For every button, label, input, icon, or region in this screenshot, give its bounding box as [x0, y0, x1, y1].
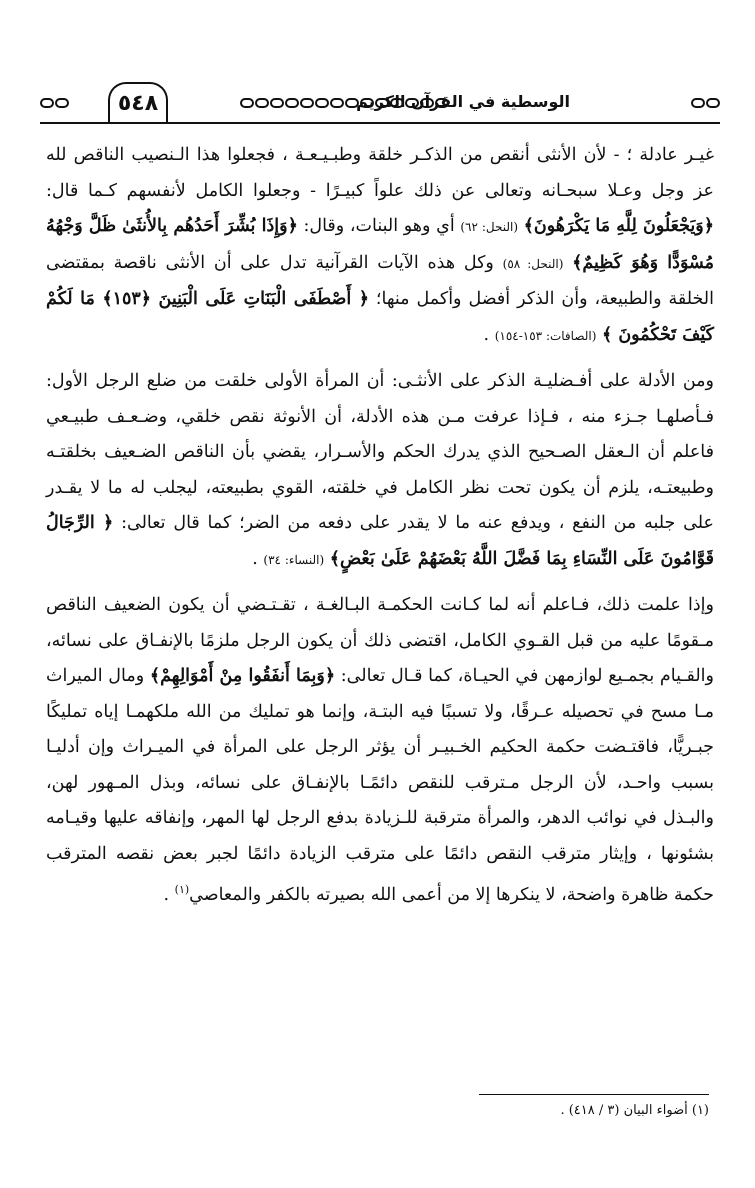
verse-reference: (النساء: ٣٤) [263, 552, 325, 567]
text-run: ومن الأدلة على أفـضليـة الذكر على الأنثـى: أن المرأة الأولى خلقت من ضلع الرجل الأول: فـأصلهـا جـزء منه ، فـإذا عرفت مـن هذه الأدلة، أن الأنوثة نقص خلقي، وضـعـف طبيـعي فاعلم أن الـعقل الصـحيح الذي يدرك الحكم والأسـرار، يقضي بأن الناقص الضـعيف بخلقتـه وطبيعتـه، يلزم أن يكون تحت نظر الكامل في خلقته، القوي بطبيعته، ليجلب له ما لا يقـدر على جلبه من النفع ، ويدفع عنه ما لا يقدر على دفعه من الضر؛ كما قال تعالى: [46, 371, 714, 533]
verse-reference: (النحل: ٦٢) [460, 220, 518, 234]
page-number: ٥٤٨ [108, 82, 168, 122]
paragraph [46, 364, 714, 578]
header-ornament-right [691, 98, 720, 110]
quran-verse: ﴿وَيَجْعَلُونَ لِلَّهِ مَا يَكْرَهُونَ﴾ [523, 216, 714, 236]
quran-verse: ﴿وَإِذَا بُشِّرَ أَحَدُهُم بِالأُنثَىٰ ظَلَّ وَجْهُهُ مُسْوَدًّا وَهُوَ كَظِيمٌ﴾ [46, 216, 714, 273]
text-run: . [483, 324, 495, 345]
header-rule [40, 122, 720, 124]
paragraph [46, 588, 714, 913]
verse-reference: (النحل: ٥٨) [502, 256, 564, 271]
running-title: الوسطية في القرآن الكريم [356, 92, 570, 111]
page-header [40, 78, 720, 128]
text-run: أي وهو البنات، وقال: [297, 216, 461, 236]
text-run [563, 253, 572, 273]
verse-reference: (الصافات: ١٥٣-١٥٤) [494, 328, 597, 343]
text-run: وإذا علمت ذلك، فـاعلم أنه لما كـانت الحكمـة البـالغـة ، تقـتـضي أن يكون الضعيف الناقص مـقومًا عليه من قبل القـوي الكامل، اقتضى ذلك أن يكون الرجل ملزمًا بالإنفـاق على نسائه، والقـيام بجمـيع لوازمهن في الحيـاة، كما قـال تعالى: [46, 595, 715, 686]
quran-verse: ﴿ أَصْطَفَى الْبَنَاتِ عَلَى الْبَنِينَ ﴿١٥٣﴾ مَا لَكُمْ كَيْفَ تَحْكُمُونَ ﴾ [46, 289, 714, 345]
footnote-rule [479, 1094, 709, 1095]
header-ornament-left [40, 98, 69, 110]
body-text [46, 138, 714, 913]
text-run: وكل هذه الآيات القرآنية تدل على أن الأنثى ناقصة بمقتضى الخلقة والطبيعة، وأن الذكر أفضل وأكمل منها؛ [46, 252, 715, 309]
text-run: ومال الميراث مـا مسح في تحصيله عـرقًا، ولا تسببًا فيه البتـة، وإنما هو تمليك من الله ملكهمـا إياه تمليكًا جبـريًّا، فاقتـضت حكمة الحكيم الخـبيـر أن يؤثر الرجل على المرأة في الميـراث وإن أدليـا بسبب واحـد، لأن الرجل مـترقب للنقص دائمًـا بالإنفـاق على نسائه، وبذل المـهور لهن، والبـذل في نوائب الدهر، والمرأة مترقبة للـزيادة بدفع الرجل لها المهر، وإنفاقه عليها وقيـامه بشئونها ، وإيثار مترقب النقص دائمًا على مترقب الزيادة دائمًا لجبر بعض نقصه المترقب حكمة ظاهرة واضحة، لا ينكرها إلا من أعمى الله بصيرته بالكفر والمعاصي [46, 666, 714, 905]
text-run: غيـر عادلة ؛ - لأن الأنثى أنقص من الذكـر خلقة وطبـيـعـة ، فجعلوا هذا الـنصيب الناقص لله عز وجل وعـلا سبحـانه وتعالى عن ذلك علواً كبيـرًا - وجعلوا الكامل لأنفسهم كـما قال: [46, 145, 714, 201]
paragraph [46, 138, 714, 354]
quran-verse: ﴿وَبِمَا أَنفَقُوا مِنْ أَمْوَالِهِمْ﴾ [149, 666, 336, 686]
quran-verse: ﴿ الرِّجَالُ قَوَّامُونَ عَلَى النِّسَاءِ بِمَا فَضَّلَ اللَّهُ بَعْضَهُمْ عَلَىٰ بَعْضٍ﴾ [46, 513, 714, 569]
footnote-marker: (١) [174, 883, 190, 896]
text-run: . [163, 884, 175, 905]
text-run: . [252, 548, 264, 569]
footnote: (١) أضواء البيان (٣ / ٤١٨) . [560, 1103, 709, 1118]
